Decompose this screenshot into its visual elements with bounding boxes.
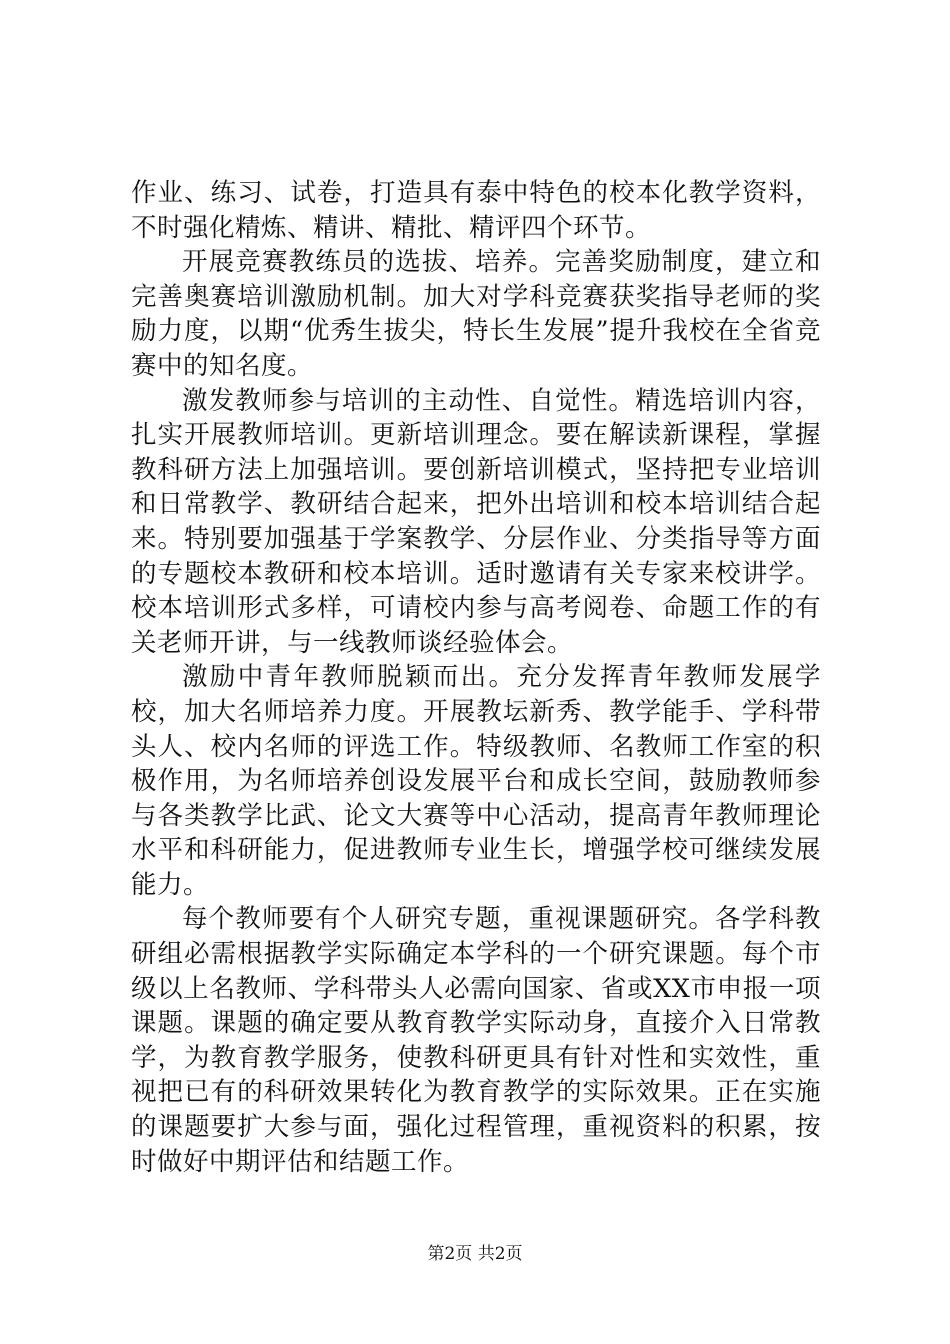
paragraph-competition-coaches: 开展竞赛教练员的选拔、培养。完善奖励制度，建立和完善奥赛培训激励机制。加大对学科竞赛获奖指导老师的奖励力度，以期“优秀生拔尖，特长生发展”提升我校在全省竞赛中的知名度。 — [131, 247, 821, 381]
paragraph-teacher-training: 激发教师参与培训的主动性、自觉性。精选培训内容，扎实开展教师培训。更新培训理念。要在解读新课程，掌握教科研方法上加强培训。要创新培训模式，坚持把专业培训和日常教学、教研结合起来，把外出培训和校本培训结合起来。特别要加强基于学案教学、分层作业、分类指导等方面的专题校本教研和校本培训。适时邀请有关专家来校讲学。校本培训形式多样，可请校内参与高考阅卷、命题工作的有关老师开讲，与一线教师谈经验体会。 — [131, 385, 821, 658]
paragraph-research-topics: 每个教师要有个人研究专题，重视课题研究。各学科教研组必需根据教学实际确定本学科的一个研究课题。每个市级以上名教师、学科带头人必需向国家、省或XX市申报一项课题。课题的确定要从教育教学实际动身，直接介入日常教学，为教育教学服务，使教科研更具有针对性和实效性，重视把已有的科研效果转化为教育教学的实际效果。正在实施的课题要扩大参与面，强化过程管理，重视资料的积累，按时做好中期评估和结题工作。 — [131, 904, 821, 1177]
paragraph-young-teachers: 激励中青年教师脱颖而出。充分发挥青年教师发展学校，加大名师培养力度。开展教坛新秀、教学能手、学科带头人、校内名师的评选工作。特级教师、名教师工作室的积极作用，为名师培养创设发展平台和成长空间，鼓励教师参与各类教学比武、论文大赛等中心活动，提高青年教师理论水平和科研能力，促进教师专业生长，增强学校可继续发展能力。 — [131, 662, 821, 900]
page-footer: 第2页 共2页 — [427, 1244, 523, 1264]
document-body — [131, 176, 821, 1179]
paragraph-continued: 作业、练习、试卷，打造具有泰中特色的校本化教学资料，不时强化精炼、精讲、精批、精评四个环节。 — [131, 178, 821, 243]
